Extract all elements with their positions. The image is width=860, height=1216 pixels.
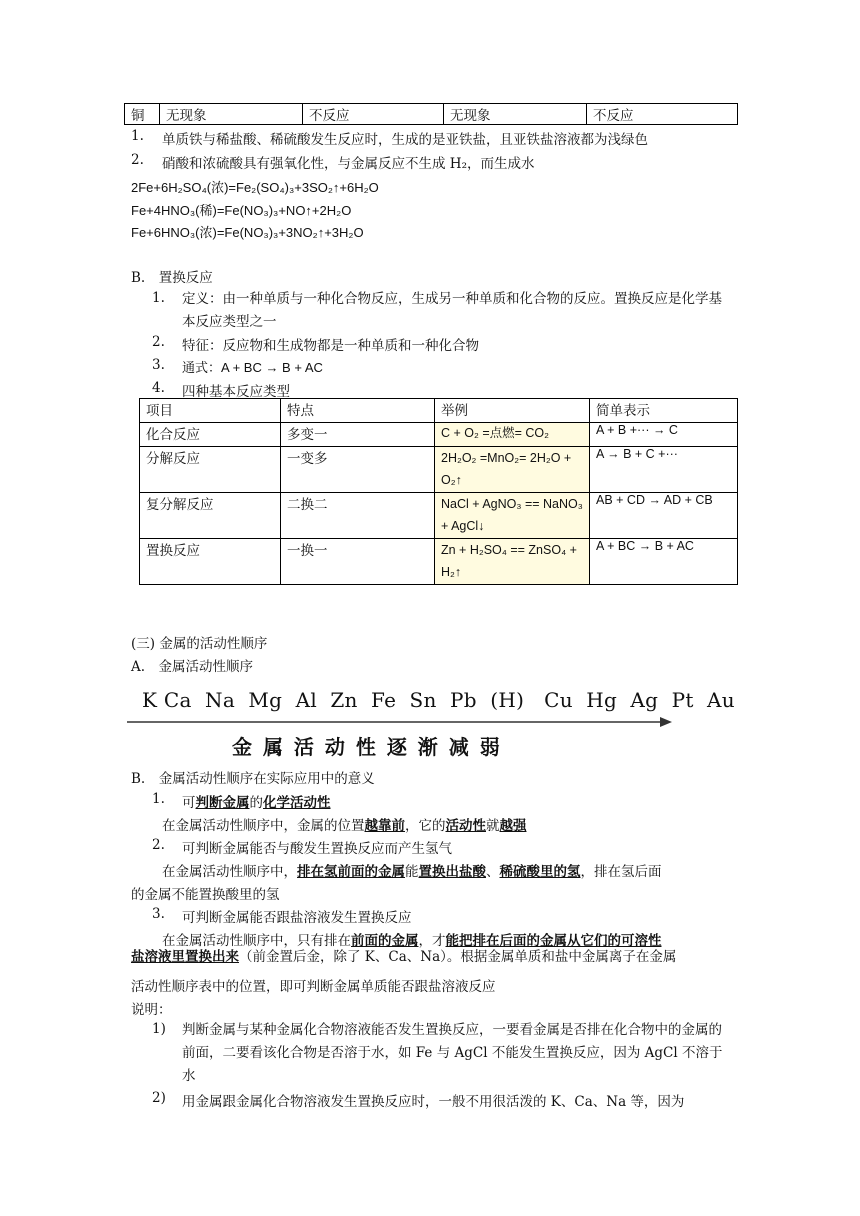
table-cell: 二换二 bbox=[281, 493, 435, 539]
item-number: 1. bbox=[152, 791, 165, 807]
equation: 2Fe+6H₂SO₄(浓)=Fe₂(SO₄)₃+3SO₂↑+6H₂O bbox=[131, 180, 379, 195]
application-title: 可判断金属的化学活动性 bbox=[182, 795, 331, 811]
table-cell: A + B +··· → C bbox=[590, 423, 738, 447]
subsection-heading: B. 金属活动性顺序在实际应用中的意义 bbox=[131, 771, 375, 787]
table-cell: 置换反应 bbox=[140, 539, 281, 585]
reaction-types-table bbox=[139, 398, 738, 585]
table-header-row bbox=[140, 399, 738, 423]
table-cell: 复分解反应 bbox=[140, 493, 281, 539]
explain-text: 用金属跟金属化合物溶液发生置换反应时，一般不用很活泼的 K、Ca、Na 等，因为 bbox=[182, 1094, 685, 1110]
table-cell: 无现象 bbox=[160, 104, 303, 125]
item-text: 四种基本反应类型 bbox=[182, 384, 290, 400]
table-cell: 无现象 bbox=[444, 104, 587, 125]
table-cell: 一换一 bbox=[281, 539, 435, 585]
table-row bbox=[125, 104, 738, 125]
metal-reaction-table-tail bbox=[124, 103, 738, 125]
table-cell: NaCl + AgNO₃ == NaNO₃ + AgCl↓ bbox=[435, 493, 590, 539]
application-body: 在金属活动性顺序中，排在氢前面的金属能置换出盐酸、稀硫酸里的氢，排在氢后面 bbox=[162, 864, 662, 880]
item-number: 4. bbox=[152, 380, 165, 396]
table-row bbox=[140, 423, 738, 447]
application-title: 可判断金属能否与酸发生置换反应而产生氢气 bbox=[182, 841, 452, 857]
table-cell: 一变多 bbox=[281, 447, 435, 493]
item-number: 2. bbox=[152, 837, 165, 853]
table-row bbox=[140, 539, 738, 585]
note-text: 硝酸和浓硫酸具有强氧化性，与金属反应不生成 H₂，而生成水 bbox=[162, 156, 535, 172]
table-cell: 化合反应 bbox=[140, 423, 281, 447]
table-header: 简单表示 bbox=[590, 399, 738, 423]
arrow-caption: 金 属 活 动 性 逐 渐 减 弱 bbox=[232, 735, 502, 759]
table-row bbox=[140, 493, 738, 539]
table-cell: 不反应 bbox=[587, 104, 738, 125]
table-cell: 多变一 bbox=[281, 423, 435, 447]
note-number: 1. bbox=[131, 128, 144, 144]
equation: Fe+4HNO₃(稀)=Fe(NO₃)₃+NO↑+2H₂O bbox=[131, 203, 352, 218]
item-number: 1. bbox=[152, 290, 165, 306]
equation: Fe+6HNO₃(浓)=Fe(NO₃)₃+3NO₂↑+3H₂O bbox=[131, 225, 364, 240]
item-number: 2) bbox=[152, 1090, 166, 1106]
activity-series: K Ca Na Mg Al Zn Fe Sn Pb (H) Cu Hg Ag Pt Au bbox=[142, 688, 735, 712]
table-cell: A → B + C +··· bbox=[590, 447, 738, 493]
table-header: 举例 bbox=[435, 399, 590, 423]
table-cell: 不反应 bbox=[303, 104, 444, 125]
table-cell: 分解反应 bbox=[140, 447, 281, 493]
table-header: 特点 bbox=[281, 399, 435, 423]
table-cell: 2H₂O₂ =MnO₂= 2H₂O + O₂↑ bbox=[435, 447, 590, 493]
application-body: 在金属活动性顺序中，金属的位置越靠前，它的活动性就越强 bbox=[162, 818, 527, 834]
application-title: 可判断金属能否跟盐溶液发生置换反应 bbox=[182, 910, 412, 926]
table-cell: 铜 bbox=[125, 104, 160, 125]
table-cell: Zn + H₂SO₄ == ZnSO₄ + H₂↑ bbox=[435, 539, 590, 585]
activity-arrow bbox=[127, 715, 672, 729]
application-body: 在金属活动性顺序中，只有排在前面的金属，才能把排在后面的金属从它们的可溶性 bbox=[162, 933, 662, 949]
application-body: 活动性顺序表中的位置，即可判断金属单质能否跟盐溶液反应 bbox=[131, 979, 496, 995]
item-text: 定义：由一种单质与一种化合物反应，生成另一种单质和化合物的反应。置换反应是化学基本反应类型之一 bbox=[182, 291, 722, 330]
table-header: 项目 bbox=[140, 399, 281, 423]
application-body: 的金属不能置换酸里的氢 bbox=[131, 887, 280, 903]
item-number: 3. bbox=[152, 906, 165, 922]
item-text: 特征：反应物和生成物都是一种单质和一种化合物 bbox=[182, 338, 479, 354]
item-text: 通式：A + BC → B + AC bbox=[182, 360, 323, 375]
application-body: 盐溶液里置换出来（前金置后金，除了 K、Ca、Na）。根据金属单质和盐中金属离子在金属 bbox=[131, 949, 677, 965]
item-number: 2. bbox=[152, 334, 165, 350]
note-number: 2. bbox=[131, 152, 144, 168]
item-number: 1) bbox=[152, 1021, 166, 1037]
table-cell: AB + CD → AD + CB bbox=[590, 493, 738, 539]
section-heading: (三) 金属的活动性顺序 bbox=[131, 636, 268, 652]
explain-text: 判断金属与某种金属化合物溶液能否发生置换反应，一要看金属是否排在化合物中的金属的前面，二要看该化合物是否溶于水，如 Fe 与 AgCl 不能发生置换反应，因为 AgCl 不溶于水 bbox=[182, 1022, 723, 1084]
section-heading: B. 置换反应 bbox=[131, 270, 213, 286]
item-number: 3. bbox=[152, 357, 165, 373]
subsection-heading: A. 金属活动性顺序 bbox=[131, 659, 254, 675]
note-text: 单质铁与稀盐酸、稀硫酸发生反应时，生成的是亚铁盐，且亚铁盐溶液都为浅绿色 bbox=[162, 132, 648, 148]
table-row bbox=[140, 447, 738, 493]
table-cell: A + BC → B + AC bbox=[590, 539, 738, 585]
table-cell: C + O₂ =点燃= CO₂ bbox=[435, 423, 590, 447]
explain-label: 说明： bbox=[131, 1002, 172, 1018]
